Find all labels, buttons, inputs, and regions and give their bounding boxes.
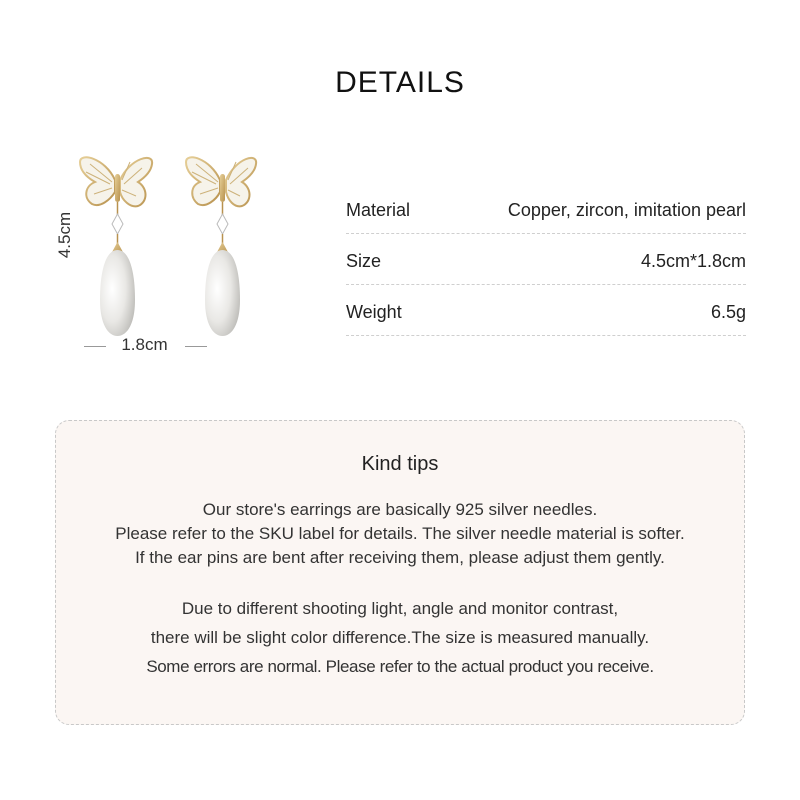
spec-row-weight (346, 285, 746, 336)
spec-row-size (346, 234, 746, 285)
height-dimension (53, 195, 77, 275)
spec-label: Material (346, 199, 411, 220)
tips-line: Due to different shooting light, angle and monitor contrast, (181, 599, 619, 618)
page-title: DETAILS (335, 66, 465, 99)
tips-title: Kind tips (361, 453, 439, 475)
tips-line: Our store's earrings are basically 925 silver needles. (202, 500, 598, 519)
kind-tips-box (55, 420, 745, 725)
tips-paragraph-1 (56, 498, 744, 570)
spec-value: Copper, zircon, imitation pearl (507, 199, 746, 220)
earrings-illustration (50, 150, 280, 365)
spec-value: 6.5g (710, 301, 746, 322)
spec-value: 4.5cm*1.8cm (640, 250, 746, 271)
earrings-image (50, 150, 280, 365)
spec-table (346, 183, 746, 336)
right-earring (186, 157, 256, 336)
width-label: 1.8cm (82, 335, 207, 355)
tips-line: there will be slight color difference.The size is measured manually. (150, 628, 650, 647)
tips-line: Please refer to the SKU label for details. The silver needle material is softer. (115, 524, 685, 543)
spec-row-material (346, 183, 746, 234)
tips-paragraph-2 (56, 594, 744, 681)
height-label: 4.5cm (55, 211, 74, 259)
tips-line: If the ear pins are bent after receiving them, please adjust them gently. (135, 548, 665, 567)
spec-label: Size (346, 250, 382, 271)
tips-line: Some errors are normal. Please refer to the actual product you receive. (146, 657, 654, 676)
left-earring (80, 157, 152, 336)
spec-label: Weight (346, 301, 402, 322)
